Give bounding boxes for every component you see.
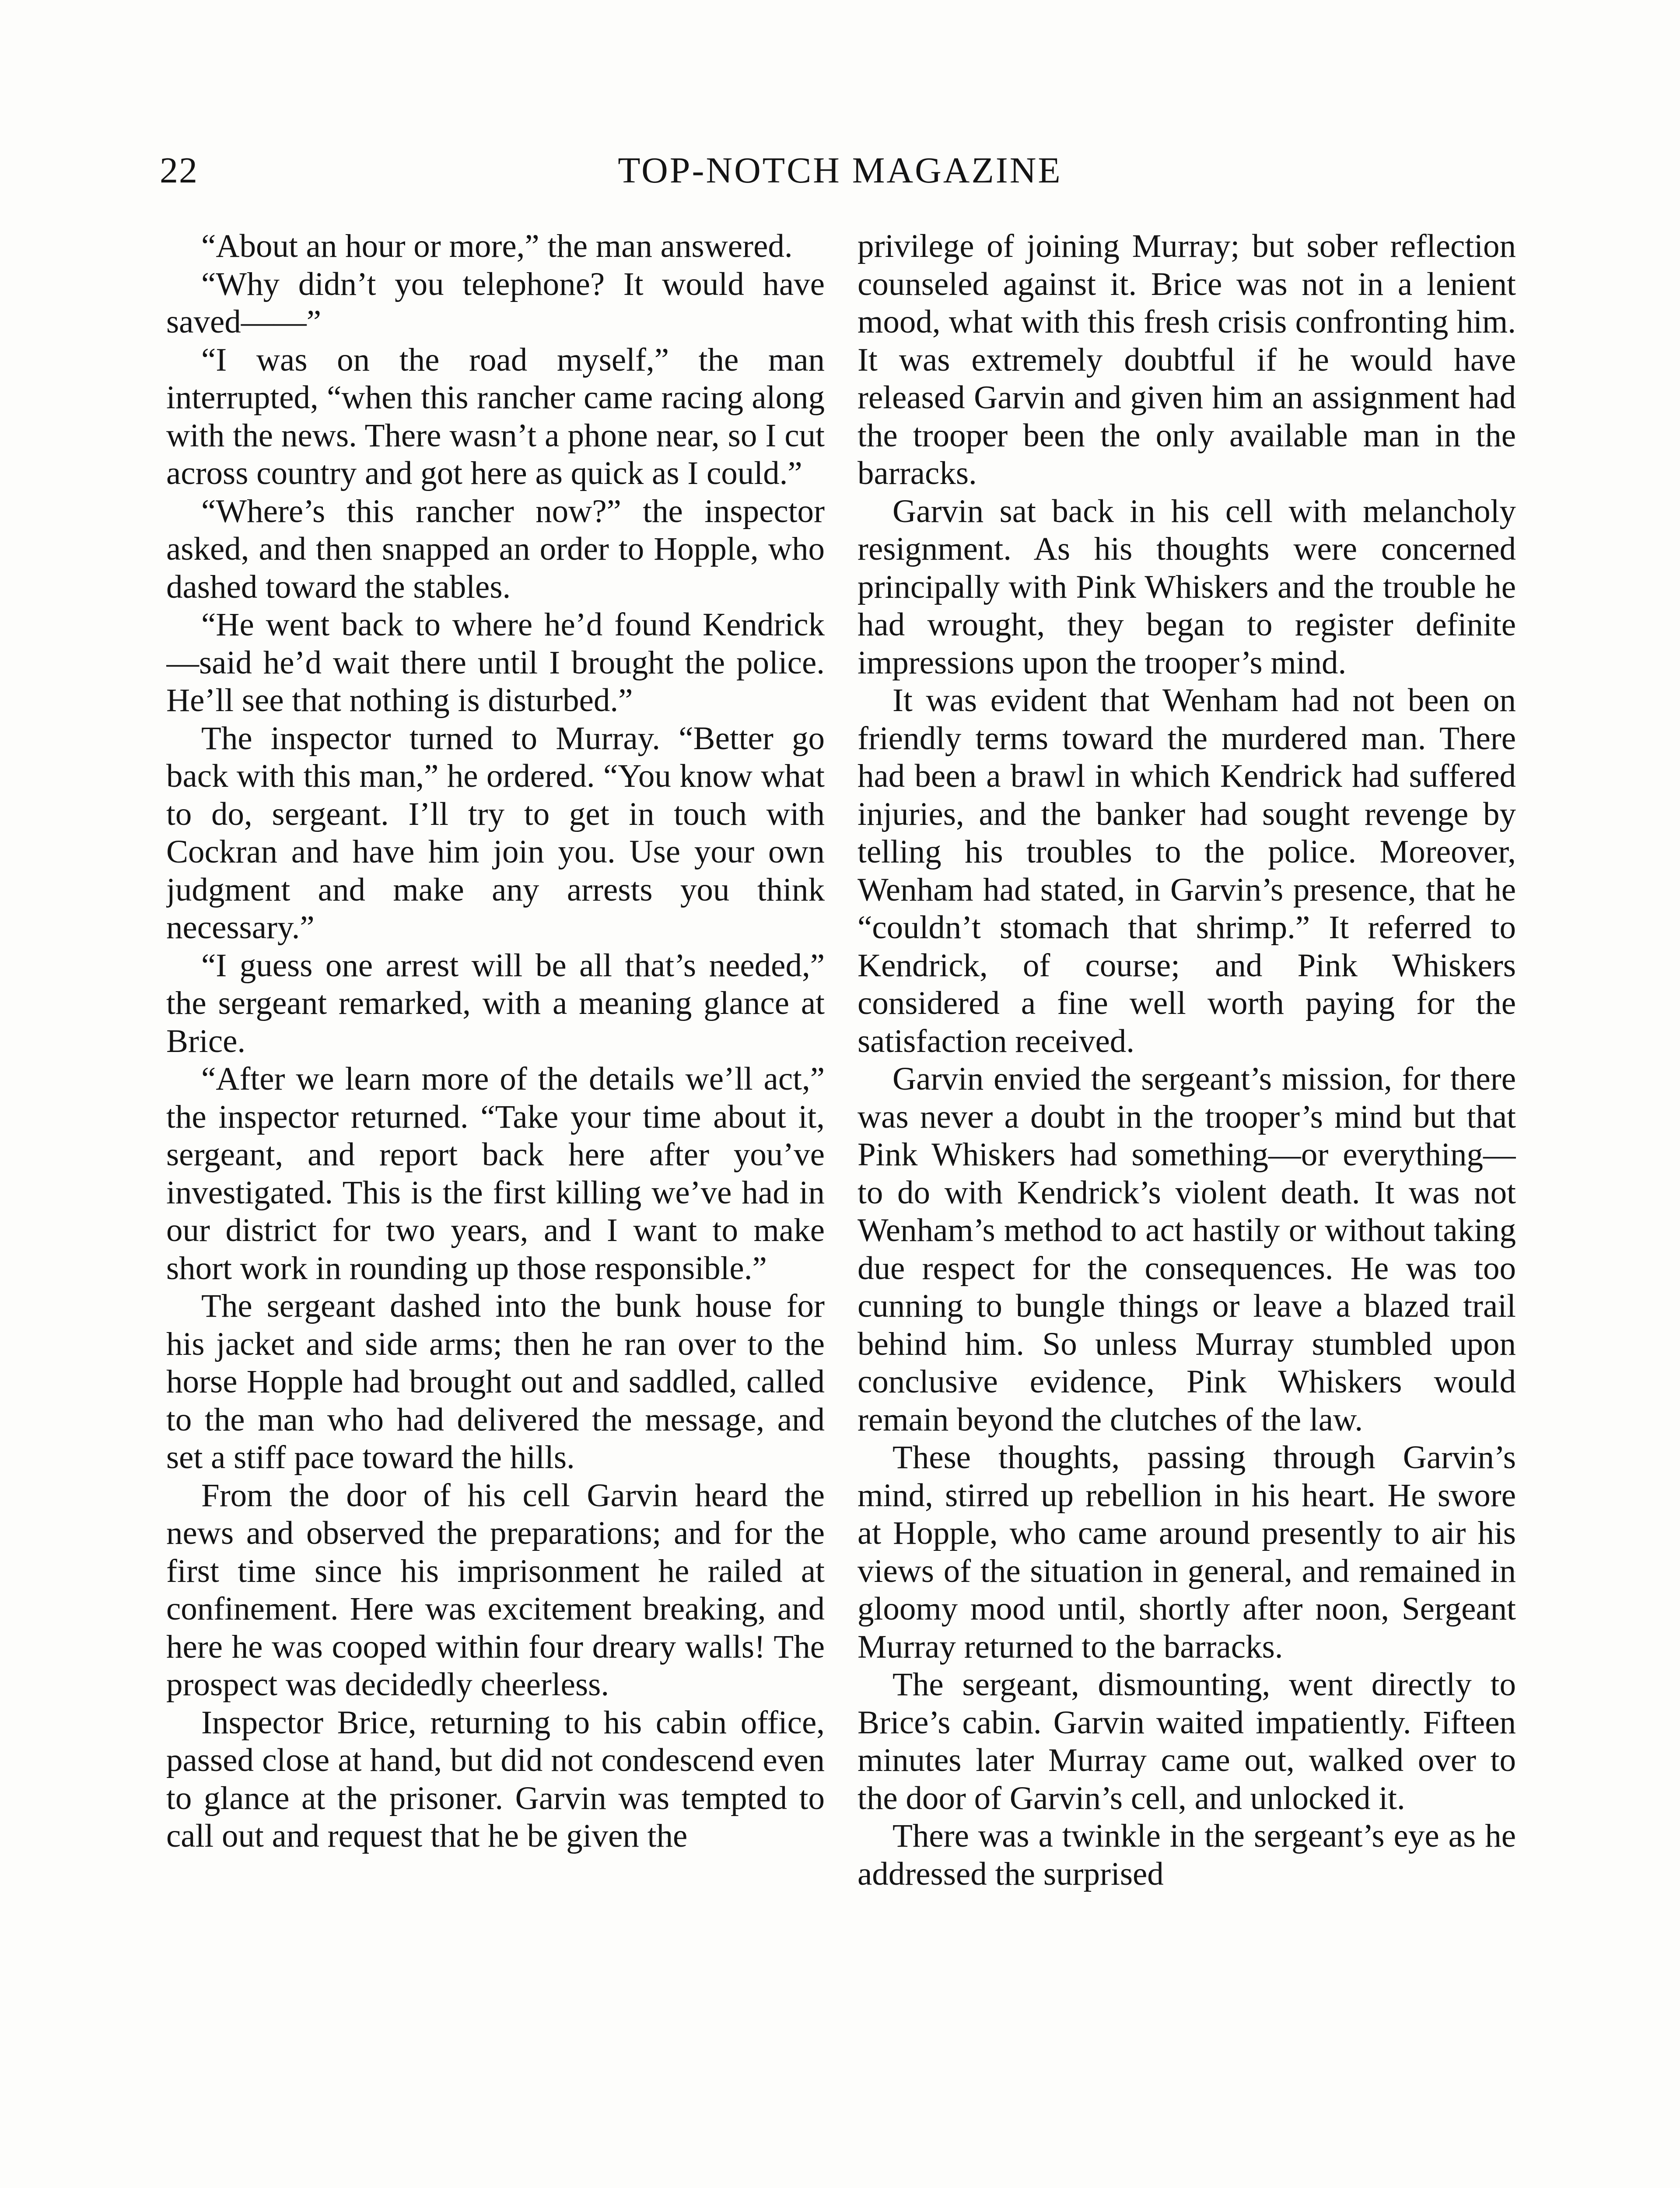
paragraph: It was evident that Wenham had not been on friendly terms toward the murdered man. There had been a brawl in which Kendrick had suffered injuries, and the banker had sought revenge by telling his troubles to the police. Moreover, Wenham had stated, in Garvin’s presence, that he “couldn’t stomach that shrimp.” It referred to Kendrick, of course; and Pink Whiskers considered a fine well worth paying for the satisfaction received. [858,682,1516,1059]
paragraph: There was a twinkle in the sergeant’s eye as he addressed the surprised [858,1818,1516,1892]
paragraph: The sergeant dashed into the bunk house for his jacket and side arms; then he ran over to the horse Hopple had brought out and saddled, called to the man who had delivered the message, and set a stiff pace toward the hills. [166,1288,825,1476]
paragraph: These thoughts, passing through Garvin’s mind, stirred up rebellion in his heart. He swore at Hopple, who came around presently to air his views of the situation in general, and remained in gloomy mood until, shortly after noon, Sergeant Murray returned to the barracks. [858,1439,1516,1665]
paragraph: “About an hour or more,” the man answered. [201,228,793,264]
paragraph: Garvin envied the sergeant’s mission, for there was never a doubt in the trooper’s mind but that Pink Whiskers had something—or everything—to do with Kendrick’s violent death. It was not Wenham’s method to act hastily or without taking due respect for the consequences. He was too cunning to bungle things or leave a blazed trail behind him. So unless Murray stumbled upon conclusive evidence, Pink Whiskers would remain beyond the clutches of the law. [858,1061,1516,1438]
left-column [166,228,825,2188]
paragraph: Inspector Brice, returning to his cabin office, passed close at hand, but did not condescend even to glance at the prisoner. Garvin was tempted to call out and request that he be given the [166,1704,825,1854]
paragraph-continued: privilege of joining Murray; but sober reflection counseled against it. Brice was not in a lenient mood, what with this fresh crisis confronting him. It was extremely doubtful if he would have released Garvin and given him an assignment had the trooper been the only available man in the barracks. [858,228,1516,491]
paragraph: “Why didn’t you telephone? It would have saved——” [166,266,825,340]
paragraph: “After we learn more of the details we’ll act,” the inspector returned. “Take your time about it, sergeant, and report back here after you’ve investigated. This is the first killing we’ve had in our district for two years, and I want to make short work in rounding up those responsible.” [166,1061,825,1287]
paragraph: The sergeant, dismounting, went directly to Brice’s cabin. Garvin waited impatiently. Fifteen minutes later Murray came out, walked over to the door of Garvin’s cell, and unlocked it. [858,1666,1516,1816]
magazine-title: TOP-NOTCH MAGAZINE [618,150,1062,191]
paragraph: “Where’s this rancher now?” the inspector asked, and then snapped an order to Hopple, who dashed toward the stables. [166,493,825,605]
right-column [858,228,1516,2188]
paragraph: “I was on the road myself,” the man interrupted, “when this rancher came racing along with the news. There wasn’t a phone near, so I cut across country and got here as quick as I could.” [166,341,825,491]
paragraph: Garvin sat back in his cell with melancholy resignment. As his thoughts were concerned principally with Pink Whiskers and the trouble he had wrought, they began to register definite impressions upon the trooper’s mind. [858,493,1516,681]
running-head [160,144,1520,197]
paragraph: “He went back to where he’d found Kendrick—said he’d wait there until I brought the police. He’ll see that nothing is disturbed.” [166,607,825,719]
paragraph: From the door of his cell Garvin heard the news and observed the preparations; and for the first time since his imprisonment he railed at confinement. Here was excitement breaking, and here he was cooped within four dreary walls! The prospect was decidedly cheerless. [166,1477,825,1703]
paragraph: The inspector turned to Murray. “Better go back with this man,” he ordered. “You know what to do, sergeant. I’ll try to get in touch with Cockran and have him join you. Use your own judgment and make any arrests you think necessary.” [166,720,825,946]
page-number: 22 [160,150,198,191]
paragraph: “I guess one arrest will be all that’s needed,” the sergeant remarked, with a meaning glance at Brice. [166,947,825,1059]
